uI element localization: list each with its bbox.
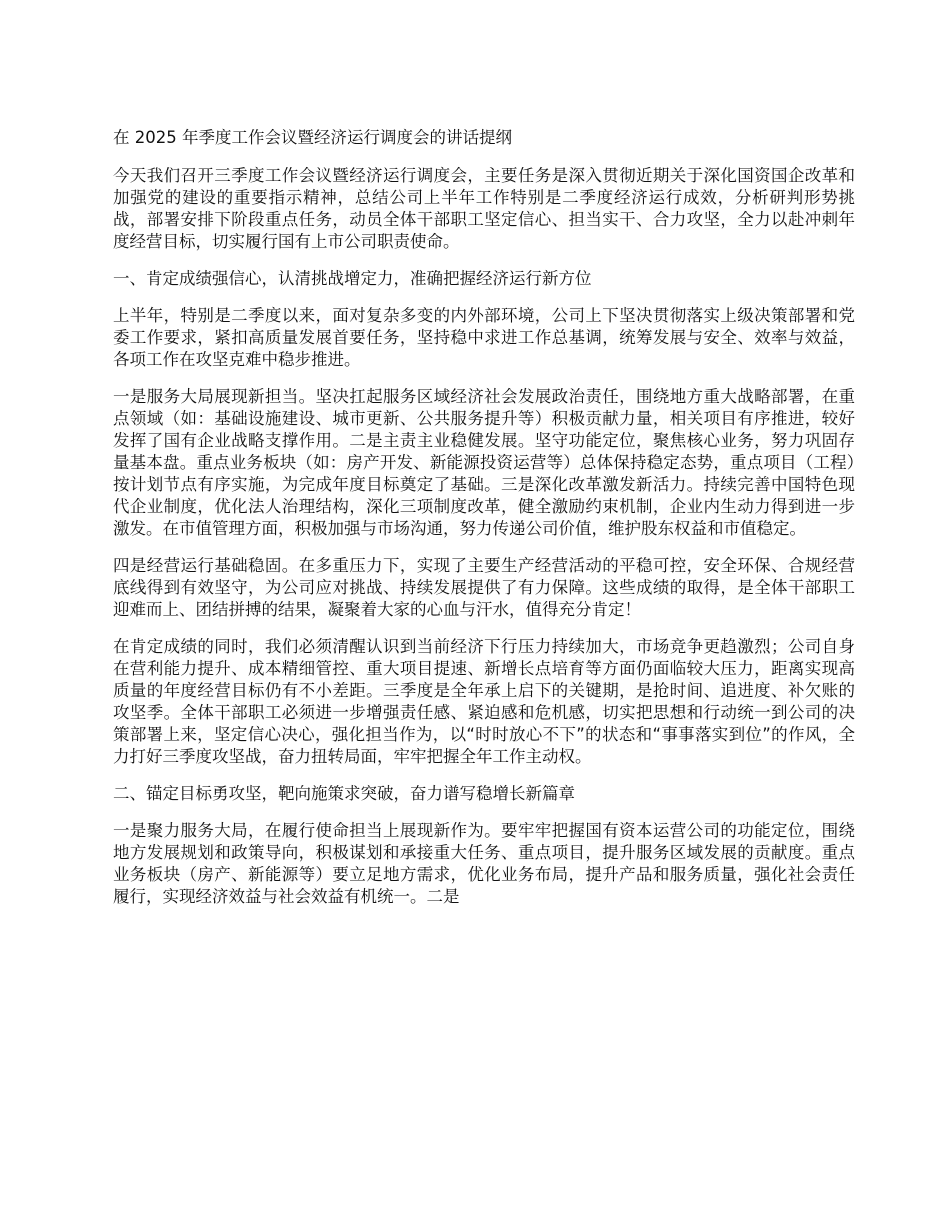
document-page — [113, 127, 855, 923]
paragraph-achievement-4: 四是经营运行基础稳固。在多重压力下，实现了主要生产经营活动的平稳可控，安全环保、合规经营底线得到有效坚守，为公司应对挑战、持续发展提供了有力保障。这些成绩的取得，是全体干部职工迎难而上、团结拼搏的结果，凝聚着大家的心血与汗水，值得充分肯定！ — [113, 556, 855, 619]
paragraph-intro: 今天我们召开三季度工作会议暨经济运行调度会，主要任务是深入贯彻近期关于深化国资国企改革和加强党的建设的重要指示精神，总结公司上半年工作特别是二季度经济运行成效，分析研判形势挑战，部署安排下阶段重点任务，动员全体干部职工坚定信心、担当实干、合力攻坚，全力以赴冲刺年度经营目标，切实履行国有上市公司职责使命。 — [113, 166, 855, 251]
document-title: 在 2025 年季度工作会议暨经济运行调度会的讲话提纲 — [113, 128, 512, 147]
section-heading-1: 一、肯定成绩强信心，认清挑战增定力，准确把握经济运行新方位 — [113, 269, 592, 288]
paragraph-challenges: 在肯定成绩的同时，我们必须清醒认识到当前经济下行压力持续加大，市场竞争更趋激烈；公司自身在营利能力提升、成本精细管控、重大项目提速、新增长点培育等方面仍面临较大压力，距离实现高质量的年度经营目标仍有不小差距。三季度是全年承上启下的关键期，是抢时间、追进度、补欠账的攻坚季。全体干部职工必须进一步增强责任感、紧迫感和危机感，切实把思想和行动统一到公司的决策部署上来，坚定信心决心，强化担当作为，以“时时放心不下”的状态和“事事落实到位”的作风，全力打好三季度攻坚战，奋力扭转局面，牢牢把握全年工作主动权。 — [113, 637, 855, 766]
section-heading-2: 二、锚定目标勇攻坚，靶向施策求突破，奋力谱写稳增长新篇章 — [113, 784, 575, 803]
paragraph-first-half-review: 上半年，特别是二季度以来，面对复杂多变的内外部环境，公司上下坚决贯彻落实上级决策部署和党委工作要求，紧扣高质量发展首要任务，坚持稳中求进工作总基调，统筹发展与安全、效率与效益，各项工作在攻坚克难中稳步推进。 — [113, 306, 855, 369]
paragraph-achievements-1-3: 一是服务大局展现新担当。坚决扛起服务区域经济社会发展政治责任，围绕地方重大战略部署，在重点领域（如：基础设施建设、城市更新、公共服务提升等）积极贡献力量，相关项目有序推进，较好发挥了国有企业战略支撑作用。二是主责主业稳健发展。坚守功能定位，聚焦核心业务，努力巩固存量基本盘。重点业务板块（如：房产开发、新能源投资运营等）总体保持稳定态势，重点项目（工程）按计划节点有序实施，为完成年度目标奠定了基础。三是深化改革激发新活力。持续完善中国特色现代企业制度，优化法人治理结构，深化三项制度改革，健全激励约束机制，企业内生动力得到进一步激发。在市值管理方面，积极加强与市场沟通，努力传递公司价值，维护股东权益和市值稳定。 — [113, 387, 855, 538]
paragraph-task-1: 一是聚力服务大局，在履行使命担当上展现新作为。要牢牢把握国有资本运营公司的功能定位，围绕地方发展规划和政策导向，积极谋划和承接重大任务、重点项目，提升服务区域发展的贡献度。重点业务板块（房产、新能源等）要立足地方需求，优化业务布局，提升产品和服务质量，强化社会责任履行，实现经济效益与社会效益有机统一。二是 — [113, 821, 855, 906]
